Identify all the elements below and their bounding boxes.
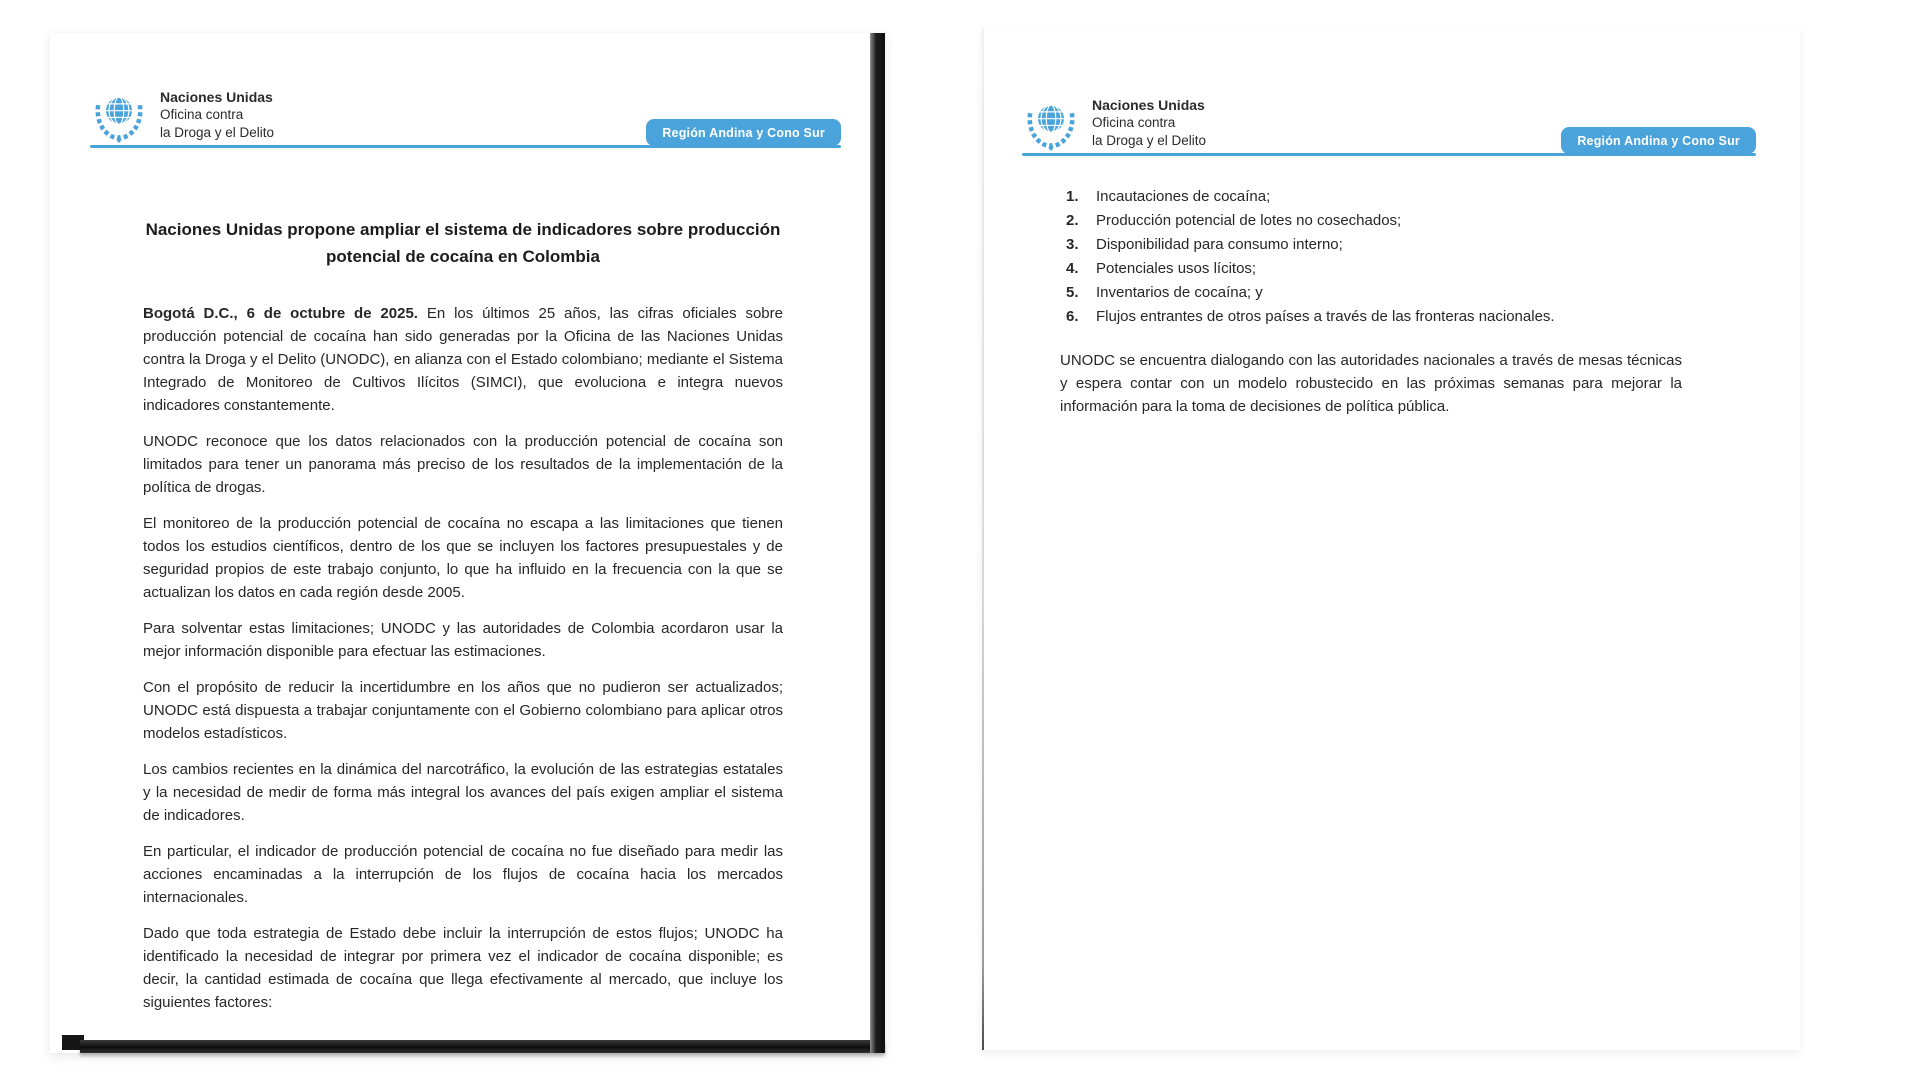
list-item-text: Disponibilidad para consumo interno; <box>1096 236 1343 253</box>
page-edge-shadow-left <box>982 28 984 1050</box>
letterhead <box>1022 96 1756 174</box>
org-line-1: Naciones Unidas <box>1092 97 1205 113</box>
org-line-1: Naciones Unidas <box>160 89 273 105</box>
list-item-number: 1. <box>1066 188 1079 205</box>
un-emblem-icon <box>90 86 148 148</box>
document-title: Naciones Unidas propone ampliar el sistema de indicadores sobre producción potencial de cocaína en Colombia <box>145 220 781 266</box>
page-edge-shadow-right <box>870 33 885 1053</box>
letterhead <box>90 88 841 166</box>
list-item <box>1066 305 1682 329</box>
list-item-number: 3. <box>1066 236 1079 253</box>
document-page-2 <box>982 28 1800 1050</box>
list-item <box>1066 257 1682 281</box>
page-edge-shadow-bottom <box>80 1040 885 1053</box>
org-line-2: Oficina contra <box>160 107 244 122</box>
list-item-text: Flujos entrantes de otros países a través de las fronteras nacionales. <box>1096 308 1555 325</box>
list-item-text: Incautaciones de cocaína; <box>1096 188 1271 205</box>
list-item-text: Potenciales usos lícitos; <box>1096 260 1257 277</box>
closing-paragraph: UNODC se encuentra dialogando con las autoridades nacionales a través de mesas técnicas y espera contar con un modelo robustecido en las próximas semanas para mejorar la información para la toma de decisiones de política pública. <box>1060 352 1682 415</box>
header-rule <box>90 145 841 148</box>
org-name-block <box>1092 96 1206 150</box>
region-badge: Región Andina y Cono Sur <box>1561 127 1756 154</box>
page-2-body <box>1060 185 1682 418</box>
body-paragraph: El monitoreo de la producción potencial de cocaína no escapa a las limitaciones que tienen todos los estudios científicos, dentro de los que se incluyen los factores presupuestales y de seguridad propios de este trabajo conjunto, lo que ha influido en la frecuencia con la que se actualizan los datos en cada región desde 2005. <box>143 515 783 601</box>
list-item-number: 2. <box>1066 212 1079 229</box>
org-line-3: la Droga y el Delito <box>1092 133 1207 148</box>
intro-paragraph <box>143 302 783 417</box>
header-rule <box>1022 153 1756 156</box>
numbered-list <box>1060 185 1682 329</box>
list-item-text: Producción potencial de lotes no cosechados; <box>1096 212 1402 229</box>
intro-text: En los últimos 25 años, las cifras oficiales sobre producción potencial de cocaína han sido generadas por la Oficina de las Naciones Unidas contra la Droga y el Delito (UNODC), en alianza con el Estado colombiano; mediante el Sistema Integrado de Monitoreo de Cultivos Ilícitos (SIMCI), que evoluciona e integra nuevos indicadores constantemente. <box>143 305 783 414</box>
un-emblem-icon <box>1022 94 1080 156</box>
dateline: Bogotá D.C., 6 de octubre de 2025. <box>143 305 418 322</box>
body-paragraph: Dado que toda estrategia de Estado debe incluir la interrupción de estos flujos; UNODC ha identificado la necesidad de integrar por primera vez el indicador de cocaína disponible; es decir, la cantidad estimada de cocaína que llega efectivamente al mercado, que incluye los siguientes factores: <box>143 925 783 1011</box>
page-1-body <box>143 216 783 1027</box>
list-item <box>1066 209 1682 233</box>
org-line-3: la Droga y el Delito <box>160 125 275 140</box>
list-item-number: 4. <box>1066 260 1079 277</box>
list-item-number: 5. <box>1066 284 1079 301</box>
list-item <box>1066 233 1682 257</box>
list-item-text: Inventarios de cocaína; y <box>1096 284 1263 301</box>
body-paragraph: Los cambios recientes en la dinámica del narcotráfico, la evolución de las estrategias estatales y la necesidad de medir de forma más integral los avances del país exigen ampliar el sistema de indicadores. <box>143 761 783 824</box>
body-paragraph: Para solventar estas limitaciones; UNODC y las autoridades de Colombia acordaron usar la mejor información disponible para efectuar las estimaciones. <box>143 620 783 660</box>
body-paragraph: Con el propósito de reducir la incertidumbre en los años que no pudieron ser actualizados; UNODC está dispuesta a trabajar conjuntamente con el Gobierno colombiano para aplicar otros modelos estadísticos. <box>143 679 783 742</box>
region-badge: Región Andina y Cono Sur <box>646 119 841 146</box>
document-page-1 <box>50 33 885 1053</box>
list-item <box>1066 185 1682 209</box>
body-paragraph: En particular, el indicador de producción potencial de cocaína no fue diseñado para medir las acciones encaminadas a la interrupción de los flujos de cocaína hacia los mercados internacionales. <box>143 843 783 906</box>
list-item <box>1066 281 1682 305</box>
org-line-2: Oficina contra <box>1092 115 1176 130</box>
body-paragraph: UNODC reconoce que los datos relacionados con la producción potencial de cocaína son limitados para tener un panorama más preciso de los resultados de la implementación de la política de drogas. <box>143 433 783 496</box>
list-item-number: 6. <box>1066 308 1079 325</box>
org-name-block <box>160 88 274 142</box>
